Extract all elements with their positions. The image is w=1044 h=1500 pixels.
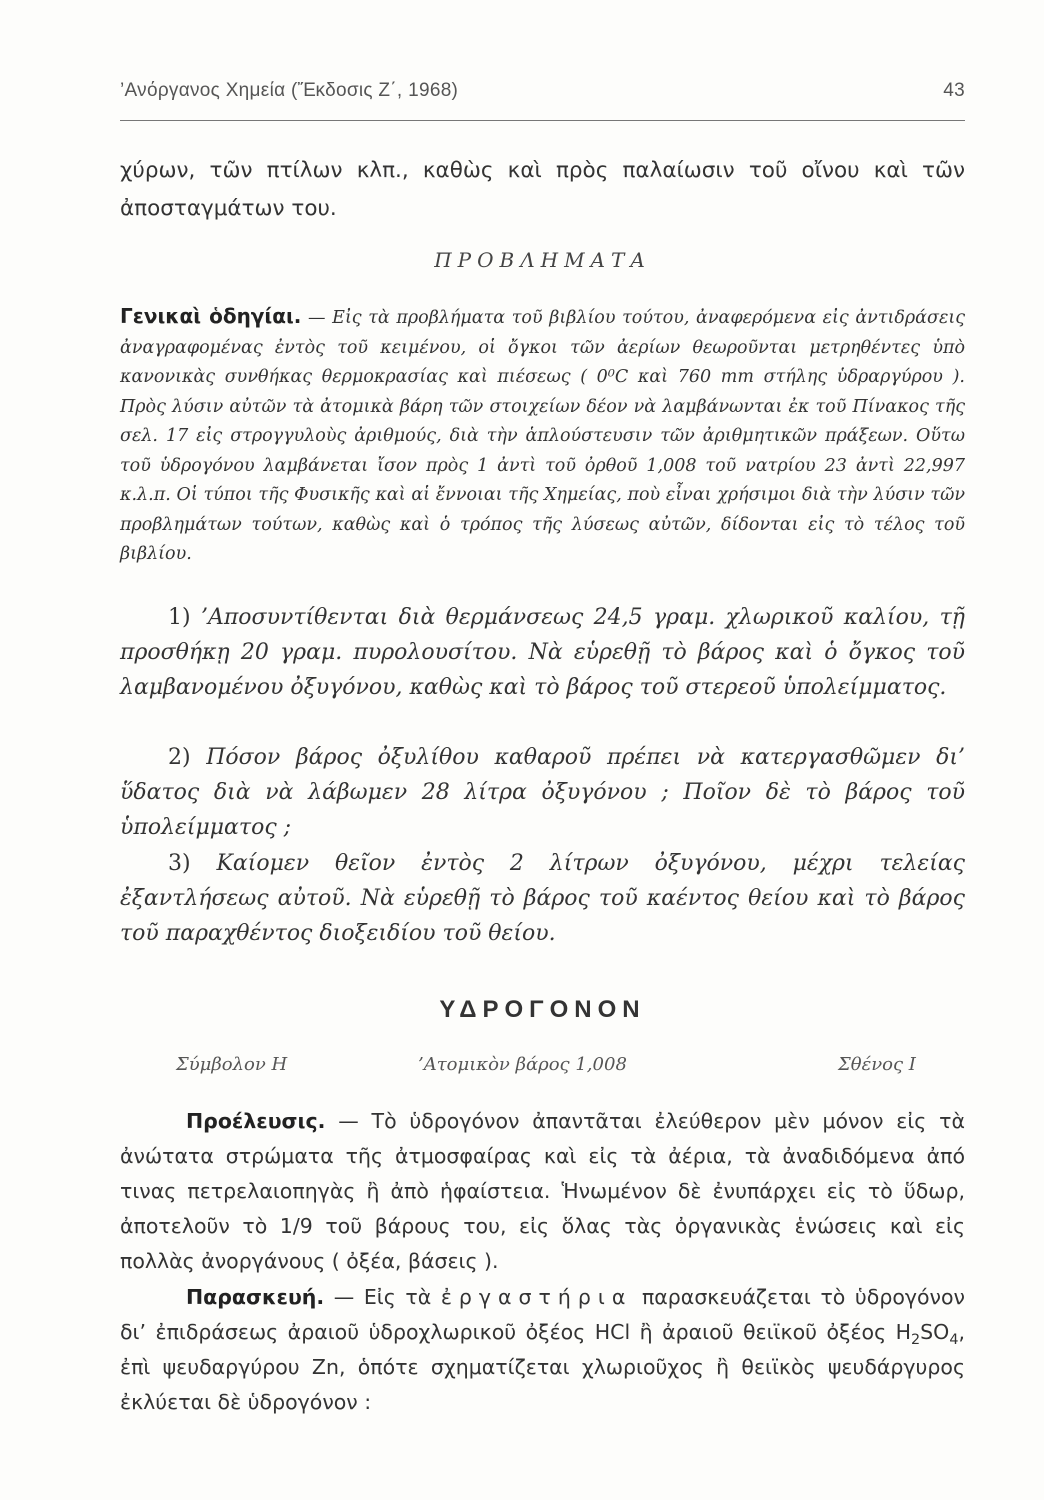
preparation-text: SO	[920, 1320, 950, 1344]
origin-paragraph	[120, 1104, 965, 1279]
element-symbol: Σύμβολον Η	[176, 1054, 288, 1075]
problem-text: Καίομεν θεῖον ἐντὸς 2 λίτρων ὀξυγόνου, μέχρι τελείας ἐξαντλήσεως αὐτοῦ. Νὰ εὑρεθῇ τὸ βάρος τοῦ καέντος θείου καὶ τὸ βάρος τοῦ παραχθέντος διοξειδίου τοῦ θείου.	[120, 851, 965, 946]
problem-item	[120, 600, 965, 705]
formula-subscript: 4	[949, 1332, 959, 1349]
problem-text: ’Αποσυντίθενται διὰ θερμάνσεως 24,5 γραμ. χλωρικοῦ καλίου, τῇ προσθήκῃ 20 γραμ. πυρολουσίτου. Νὰ εὑρεθῇ τὸ βάρος καὶ ὁ ὄγκος τοῦ λαμβανομένου ὀξυγόνου, καθὼς καὶ τὸ βάρος τοῦ στερεοῦ ὑπολείμματος.	[120, 605, 965, 700]
problem-number: 1)	[168, 605, 191, 630]
preparation-text: , ἐπὶ ψευδαργύρου Zn, ὁπότε σχηματίζεται χλωριοῦχος ἢ θειϊκὸς ψευδάργυρος ἐκλύεται δὲ ὑδρογόνον :	[120, 1320, 965, 1414]
preparation-label: Παρασκευή.	[186, 1285, 325, 1309]
intro-paragraph: χύρων, τῶν πτίλων κλπ., καθὼς καὶ πρὸς παλαίωσιν τοῦ οἴνου καὶ τῶν ἀποσταγμάτων του.	[120, 158, 965, 221]
guidelines-label: Γενικαὶ ὁδηγίαι.	[120, 304, 302, 328]
problem-text: Πόσον βάρος ὀξυλίθου καθαροῦ πρέπει νὰ κατεργασθῶμεν δι’ ὕδατος διὰ νὰ λάβωμεν 28 λίτρα ὀξυγόνου ; Ποῖον δὲ τὸ βάρος τοῦ ὑπολείμματος ;	[120, 745, 965, 840]
problem-number: 3)	[168, 851, 191, 876]
header-rule	[120, 120, 965, 121]
problem-number: 2)	[168, 745, 191, 770]
preparation-paragraph	[120, 1280, 965, 1420]
formula-subscript: 2	[911, 1332, 921, 1349]
problem-item	[120, 846, 965, 951]
page-number: 43	[943, 80, 965, 101]
preparation-text: παρασκευάζεται τὸ ὑδρογόνον δι’ ἐπιδράσεως ἀραιοῦ ὑδροχλωρικοῦ ὀξέος HCl ἢ ἀραιοῦ θειϊκοῦ ὀξέος H	[120, 1285, 965, 1344]
guidelines-text: — Εἰς τὰ προβλήματα τοῦ βιβλίου τούτου, ἀναφερόμενα εἰς ἀντιδράσεις ἀναγραφομένας ἐντὸς τοῦ κειμένου, οἱ ὄγκοι τῶν ἀερίων θεωροῦνται μετρηθέντες ὑπὸ κανονικὰς συνθήκας θερμοκρασίας καὶ πιέσεως ( 0⁰C καὶ 760 mm στήλης ὑδραργύρου ). Πρὸς λύσιν αὐτῶν τὰ ἀτομικὰ βάρη τῶν στοιχείων δέον νὰ λαμβάνωνται ἐκ τοῦ Πίνακος τῆς σελ. 17 εἰς στρογγυλοὺς ἀριθμούς, διὰ τὴν ἁπλούστευσιν τῶν ἀριθμητικῶν πράξεων. Οὕτω τοῦ ὑδρογόνου λαμβάνεται ἴσον πρὸς 1 ἀντὶ τοῦ ὀρθοῦ 1,008 τοῦ νατρίου 23 ἀντὶ 22,997 κ.λ.π. Οἱ τύποι τῆς Φυσικῆς καὶ αἱ ἔννοιαι τῆς Χημείας, ποὺ εἶναι χρήσιμοι διὰ τὴν λύσιν τῶν προβλημάτων τούτων, καθὼς καὶ ὁ τρόπος τῆς λύσεως αὐτῶν, δίδονται εἰς τὸ τέλος τοῦ βιβλίου.	[120, 308, 966, 564]
origin-text: — Τὸ ὑδρογόνον ἀπαντᾶται ἐλεύθερον μὲν μόνον εἰς τὰ ἀνώτατα στρώματα τῆς ἀτμοσφαίρας καὶ εἰς τὰ ἀέρια, τὰ ἀναδιδόμενα ἀπό τινας πετρελαιοπηγὰς ἢ ἀπὸ ἡφαίστεια. Ἡνωμένον δὲ ἐνυπάρχει εἰς τὸ ὕδωρ, ἀποτελοῦν τὸ 1/9 τοῦ βάρους του, εἰς ὅλας τὰς ὀργανικὰς ἑνώσεις καὶ εἰς πολλὰς ἀνοργάνους ( ὀξέα, βάσεις ).	[120, 1109, 965, 1273]
preparation-intro: — Εἰς τὰ	[333, 1285, 432, 1309]
problems-heading: ΠΡΟΒΛΗΜΑΤΑ	[434, 248, 651, 272]
preparation-emphasis: ἐργαστήρια	[440, 1285, 633, 1309]
atomic-weight: ’Ατομικὸν βάρος 1,008	[418, 1054, 627, 1075]
origin-label: Προέλευσις.	[186, 1109, 326, 1133]
running-title: ’Ανόργανος Χημεία (Ἔκδοσις Ζ΄, 1968)	[120, 80, 459, 101]
problem-item	[120, 740, 965, 845]
running-header	[120, 80, 965, 102]
general-guidelines	[120, 302, 965, 570]
hydrogen-heading: ΥΔΡΟΓΟΝΟΝ	[439, 996, 646, 1023]
valence: Σθένος Ι	[838, 1054, 916, 1075]
